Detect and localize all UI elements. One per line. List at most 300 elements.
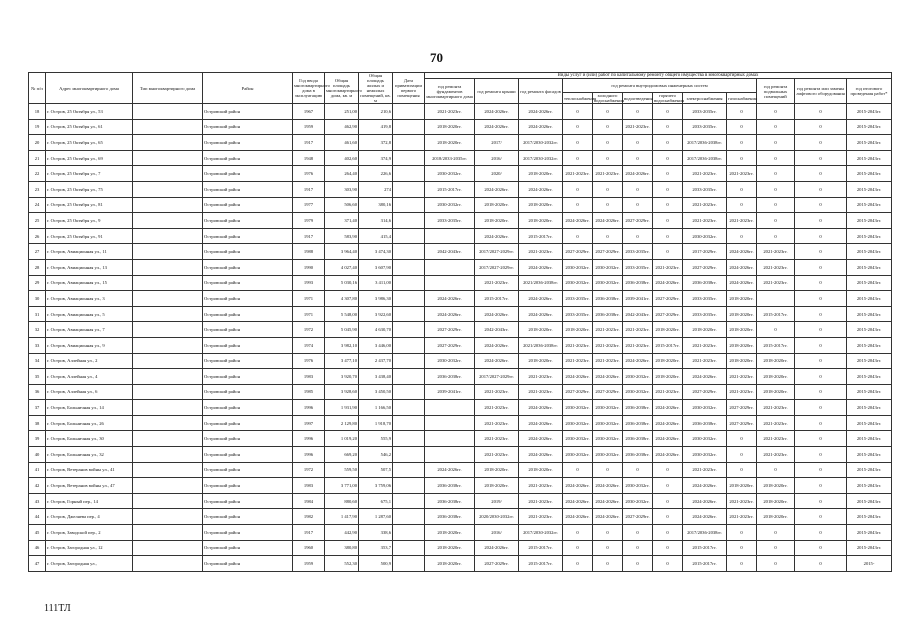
area-living-cell: 546,2 — [359, 447, 393, 463]
address-cell: г. Остров, Авиационная ул., 15 — [46, 275, 133, 291]
table-row — [29, 213, 892, 229]
address-cell: г. Остров, 25 Октября ул., 91 — [46, 228, 133, 244]
address-cell: г. Остров, Загородная ул., — [46, 556, 133, 572]
final-cell: 2015- — [847, 556, 892, 572]
lift-cell: 0 — [795, 369, 847, 385]
area-total-cell: 4 027,40 — [325, 259, 359, 275]
gas-cell: 2021-2023гг. — [727, 369, 757, 385]
electric-cell: 2017/2036-2038гг. — [683, 525, 727, 541]
district-cell: Островский район — [203, 369, 293, 385]
area-total-cell: 552,30 — [325, 556, 359, 572]
foundation-cell — [425, 447, 475, 463]
facade-cell: 2021-2023гг. — [519, 509, 563, 525]
heat-cell: 0 — [563, 104, 593, 120]
basement-cell: 2018-2020гг. — [757, 493, 795, 509]
area-total-cell: 5 548,00 — [325, 306, 359, 322]
area-total-cell: 3 920,70 — [325, 369, 359, 385]
year-cell: 1983 — [293, 369, 325, 385]
sewer-cell: 0 — [623, 104, 653, 120]
electric-cell: 2017-2029гг. — [683, 244, 727, 260]
sewer-cell: 2030-2032гг. — [623, 493, 653, 509]
header-hot: горячего водоснабжения — [654, 93, 684, 103]
area-total-cell: 3 982,10 — [325, 337, 359, 353]
cold-cell: 2027-2029гг. — [593, 244, 623, 260]
heat-cell: 2021-2023гг. — [563, 353, 593, 369]
row-number: 40 — [29, 447, 46, 463]
hot-cell: 2027-2029гг. — [653, 306, 683, 322]
sewer-cell: 2021-2023гг. — [623, 119, 653, 135]
roof-cell: 2024-2026гг. — [475, 540, 519, 556]
basement-cell: 2021-2023гг. — [757, 431, 795, 447]
sewer-cell: 2033-2035гг. — [623, 244, 653, 260]
hot-cell: 2024-2026гг. — [653, 400, 683, 416]
foundation-cell: 2021-2023гг. — [425, 104, 475, 120]
type-cell — [133, 369, 203, 385]
address-cell: г. Остров, 25 Октября ул., 75 — [46, 181, 133, 197]
area-total-cell: 3 477,10 — [325, 353, 359, 369]
final-cell: 2015-2043гг. — [847, 291, 892, 307]
basement-cell: 0 — [757, 119, 795, 135]
final-cell: 2015-2043гг. — [847, 104, 892, 120]
privatization-cell — [393, 228, 425, 244]
final-cell: 2015-2043гг. — [847, 415, 892, 431]
cold-cell: 2021-2023гг. — [593, 322, 623, 338]
area-living-cell: 3 450,50 — [359, 384, 393, 400]
final-cell: 2015-2043гг. — [847, 322, 892, 338]
final-cell: 2015-2043гг. — [847, 244, 892, 260]
electric-cell: 2021-2023гг. — [683, 166, 727, 182]
header-final: год итогового проведения работ* — [847, 79, 892, 104]
district-cell: Островский район — [203, 400, 293, 416]
type-cell — [133, 431, 203, 447]
roof-cell: 2017/2027-2029гг. — [475, 369, 519, 385]
heat-cell: 2030-2032гг. — [563, 447, 593, 463]
area-total-cell: 5 030,16 — [325, 275, 359, 291]
lift-cell: 0 — [795, 166, 847, 182]
row-number: 25 — [29, 213, 46, 229]
hot-cell: 0 — [653, 197, 683, 213]
heat-cell: 2030-2032гг. — [563, 431, 593, 447]
area-total-cell: 461,60 — [325, 135, 359, 151]
lift-cell: 0 — [795, 337, 847, 353]
sewer-cell: 2036-2038гг. — [623, 447, 653, 463]
area-total-cell: 442,90 — [325, 525, 359, 541]
cold-cell: 2030-2032гг. — [593, 275, 623, 291]
area-living-cell: 1 918,70 — [359, 415, 393, 431]
type-cell — [133, 353, 203, 369]
header-type: Тип многоквартирного дома — [133, 73, 203, 104]
final-cell: 2015-2043гг. — [847, 275, 892, 291]
district-cell: Островский район — [203, 228, 293, 244]
facade-cell: 2024-2026гг. — [519, 259, 563, 275]
gas-cell: 2024-2026гг. — [727, 259, 757, 275]
table-row — [29, 556, 892, 572]
facade-cell: 2024-2026гг. — [519, 447, 563, 463]
address-cell: г. Остров, Больничная ул., 26 — [46, 415, 133, 431]
roof-cell: 2020/2030-2032гг. — [475, 509, 519, 525]
type-cell — [133, 415, 203, 431]
header-heat: теплоснабжения — [563, 93, 593, 104]
area-living-cell: 2 437,70 — [359, 353, 393, 369]
table-row — [29, 509, 892, 525]
facade-cell: 2024-2026гг. — [519, 415, 563, 431]
lift-cell: 0 — [795, 353, 847, 369]
year-cell: 1982 — [293, 509, 325, 525]
roof-cell: 2021-2023гг. — [475, 447, 519, 463]
heat-cell: 2018-2020гг. — [563, 322, 593, 338]
basement-cell: 2015-2017гг. — [757, 337, 795, 353]
hot-cell: 0 — [653, 509, 683, 525]
facade-cell: 2017/2030-2032гг. — [519, 525, 563, 541]
electric-cell: 2021-2023гг. — [683, 197, 727, 213]
row-number: 32 — [29, 322, 46, 338]
header-gas: газоснабжения — [727, 93, 757, 104]
area-living-cell: 675,1 — [359, 493, 393, 509]
sewer-cell: 2036-2038гг. — [623, 415, 653, 431]
basement-cell: 2018-2020гг. — [757, 353, 795, 369]
repair-schedule-table — [28, 72, 892, 572]
foundation-cell: 2036-2038гг. — [425, 369, 475, 385]
privatization-cell — [393, 462, 425, 478]
row-number: 26 — [29, 228, 46, 244]
foundation-cell — [425, 400, 475, 416]
heat-cell: 0 — [563, 556, 593, 572]
basement-cell: 2021-2023гг. — [757, 447, 795, 463]
year-cell: 1971 — [293, 306, 325, 322]
lift-cell: 0 — [795, 259, 847, 275]
sewer-cell: 0 — [623, 228, 653, 244]
gas-cell: 2027-2029гг. — [727, 400, 757, 416]
hot-cell: 0 — [653, 104, 683, 120]
area-total-cell: 4 307,80 — [325, 291, 359, 307]
gas-cell: 2018-2020гг. — [727, 322, 757, 338]
address-cell: г. Остров, Аллейная ул., 4 — [46, 369, 133, 385]
year-cell: 1985 — [293, 384, 325, 400]
privatization-cell — [393, 415, 425, 431]
district-cell: Островский район — [203, 104, 293, 120]
header-electric: электроснабжения — [683, 93, 727, 104]
cold-cell: 0 — [593, 228, 623, 244]
heat-cell: 2030-2032гг. — [563, 275, 593, 291]
sewer-cell: 2036-2038гг. — [623, 431, 653, 447]
sewer-cell: 2030-2032гг. — [623, 369, 653, 385]
row-number: 41 — [29, 462, 46, 478]
row-number: 23 — [29, 181, 46, 197]
table-row — [29, 150, 892, 166]
final-cell: 2015-2043гг. — [847, 493, 892, 509]
roof-cell: 2021-2023гг. — [475, 415, 519, 431]
heat-cell: 0 — [563, 135, 593, 151]
table-row — [29, 400, 892, 416]
hot-cell: 0 — [653, 119, 683, 135]
privatization-cell — [393, 337, 425, 353]
area-living-cell: 314,6 — [359, 213, 393, 229]
area-living-cell: 3 411,00 — [359, 275, 393, 291]
final-cell: 2015-2043гг. — [847, 135, 892, 151]
district-cell: Островский район — [203, 447, 293, 463]
type-cell — [133, 509, 203, 525]
gas-cell: 0 — [727, 104, 757, 120]
header-area-total: Общая площадь многоквартирного дома, кв. м — [325, 73, 359, 104]
privatization-cell — [393, 291, 425, 307]
sewer-cell: 2042-2043гг. — [623, 306, 653, 322]
facade-cell: 2015-2017гг. — [519, 556, 563, 572]
page-number: 70 — [430, 50, 443, 65]
foundation-cell: 2033-2035гг. — [425, 213, 475, 229]
cold-cell: 0 — [593, 104, 623, 120]
heat-cell: 2027-2029гг. — [563, 244, 593, 260]
row-number: 34 — [29, 353, 46, 369]
foundation-cell: 2024-2026гг. — [425, 462, 475, 478]
electric-cell: 2024-2026гг. — [683, 509, 727, 525]
facade-cell: 2017/2030-2032гг. — [519, 135, 563, 151]
gas-cell: 0 — [727, 150, 757, 166]
cold-cell: 0 — [593, 525, 623, 541]
year-cell: 1996 — [293, 447, 325, 463]
area-living-cell: 3 986,30 — [359, 291, 393, 307]
type-cell — [133, 322, 203, 338]
privatization-cell — [393, 150, 425, 166]
electric-cell: 2017/2036-2038гг. — [683, 135, 727, 151]
heat-cell: 2030-2032гг. — [563, 400, 593, 416]
sewer-cell: 0 — [623, 150, 653, 166]
cold-cell: 0 — [593, 135, 623, 151]
district-cell: Островский район — [203, 197, 293, 213]
lift-cell: 0 — [795, 400, 847, 416]
privatization-cell — [393, 322, 425, 338]
electric-cell: 2033-2035гг. — [683, 119, 727, 135]
electric-cell: 2033-2035гг. — [683, 306, 727, 322]
lift-cell: 0 — [795, 509, 847, 525]
privatization-cell — [393, 509, 425, 525]
heat-cell: 2024-2026гг. — [563, 213, 593, 229]
type-cell — [133, 540, 203, 556]
electric-cell: 2024-2026гг. — [683, 369, 727, 385]
area-living-cell: 3 438,40 — [359, 369, 393, 385]
area-living-cell: 507,5 — [359, 462, 393, 478]
row-number: 19 — [29, 119, 46, 135]
roof-cell: 2017/2027-2029гг. — [475, 244, 519, 260]
header-roof: год ремонта крыши — [475, 79, 519, 104]
privatization-cell — [393, 493, 425, 509]
privatization-cell — [393, 431, 425, 447]
row-number: 47 — [29, 556, 46, 572]
lift-cell: 0 — [795, 525, 847, 541]
facade-cell: 2024-2026гг. — [519, 306, 563, 322]
table-row — [29, 540, 892, 556]
gas-cell: 2021-2023гг. — [727, 384, 757, 400]
privatization-cell — [393, 556, 425, 572]
year-cell: 1974 — [293, 337, 325, 353]
foundation-cell: 2015-2017гг. — [425, 181, 475, 197]
year-cell: 1917 — [293, 525, 325, 541]
foundation-cell: 2018-2020гг. — [425, 540, 475, 556]
basement-cell: 2021-2023гг. — [757, 259, 795, 275]
roof-cell: 2018-2020гг. — [475, 462, 519, 478]
hot-cell: 0 — [653, 244, 683, 260]
table-row — [29, 384, 892, 400]
electric-cell: 2027-2029гг. — [683, 259, 727, 275]
area-living-cell: 3 446,00 — [359, 337, 393, 353]
type-cell — [133, 291, 203, 307]
electric-cell: 2036-2038гг. — [683, 275, 727, 291]
address-cell: г. Остров, 25 Октября ул., 7 — [46, 166, 133, 182]
lift-cell: 0 — [795, 197, 847, 213]
sewer-cell: 2033-2035гг. — [623, 259, 653, 275]
electric-cell: 2015-2017гг. — [683, 556, 727, 572]
cold-cell: 0 — [593, 540, 623, 556]
row-number: 46 — [29, 540, 46, 556]
table-row — [29, 322, 892, 338]
lift-cell: 0 — [795, 244, 847, 260]
area-living-cell: 500,9 — [359, 556, 393, 572]
final-cell: 2015-2043гг. — [847, 353, 892, 369]
address-cell: г. Остров, Аллейная ул., 6 — [46, 384, 133, 400]
roof-cell: 2016/ — [475, 150, 519, 166]
hot-cell: 0 — [653, 166, 683, 182]
roof-cell: 2021-2023гг. — [475, 400, 519, 416]
table-row — [29, 478, 892, 494]
address-cell: г. Остров, 25 Октября ул., 81 — [46, 197, 133, 213]
final-cell: 2015-2043гг. — [847, 509, 892, 525]
type-cell — [133, 135, 203, 151]
header-year: Год ввода многоквартирного дома в эксплуатацию — [293, 73, 325, 104]
roof-cell: 2024-2026гг. — [475, 181, 519, 197]
type-cell — [133, 462, 203, 478]
type-cell — [133, 478, 203, 494]
facade-cell: 2018-2020гг. — [519, 322, 563, 338]
lift-cell: 0 — [795, 431, 847, 447]
sewer-cell: 2030-2032гг. — [623, 478, 653, 494]
address-cell: г. Остров, Авиационная ул., 5 — [46, 306, 133, 322]
gas-cell: 2021-2023гг. — [727, 213, 757, 229]
year-cell: 1917 — [293, 228, 325, 244]
type-cell — [133, 150, 203, 166]
row-number: 31 — [29, 306, 46, 322]
gas-cell: 0 — [727, 540, 757, 556]
area-living-cell: 1 166,50 — [359, 400, 393, 416]
basement-cell: 0 — [757, 525, 795, 541]
sewer-cell: 0 — [623, 556, 653, 572]
lift-cell: 0 — [795, 135, 847, 151]
year-cell: 1917 — [293, 181, 325, 197]
privatization-cell — [393, 525, 425, 541]
basement-cell: 0 — [757, 197, 795, 213]
gas-cell: 2018-2020гг. — [727, 291, 757, 307]
area-total-cell: 402,60 — [325, 150, 359, 166]
year-cell: 1993 — [293, 275, 325, 291]
final-cell: 2015-2043гг. — [847, 197, 892, 213]
lift-cell: 0 — [795, 150, 847, 166]
heat-cell: 2021-2023гг. — [563, 337, 593, 353]
table-row — [29, 306, 892, 322]
type-cell — [133, 337, 203, 353]
type-cell — [133, 197, 203, 213]
basement-cell: 2021-2023гг. — [757, 400, 795, 416]
district-cell: Островский район — [203, 322, 293, 338]
roof-cell: 2024-2026гг. — [475, 104, 519, 120]
cold-cell: 2024-2026гг. — [593, 213, 623, 229]
facade-cell: 2021/2036-2038гг. — [519, 275, 563, 291]
row-number: 43 — [29, 493, 46, 509]
privatization-cell — [393, 400, 425, 416]
district-cell: Островский район — [203, 478, 293, 494]
roof-cell: 2017/2027-2029гг. — [475, 259, 519, 275]
electric-cell: 2033-2035гг. — [683, 291, 727, 307]
roof-cell: 2024-2026гг. — [475, 353, 519, 369]
area-total-cell: 3 771,00 — [325, 478, 359, 494]
roof-cell: 2042-2043гг. — [475, 322, 519, 338]
type-cell — [133, 244, 203, 260]
facade-cell: 2018-2020гг. — [519, 462, 563, 478]
address-cell: г. Остров, Авиационная ул., 7 — [46, 322, 133, 338]
basement-cell: 0 — [757, 540, 795, 556]
foundation-cell: 2042-2043гг. — [425, 244, 475, 260]
area-living-cell: 555,9 — [359, 431, 393, 447]
facade-cell: 2024-2026гг. — [519, 181, 563, 197]
header-address: Адрес многоквартирного дома — [46, 73, 133, 104]
heat-cell: 2024-2026гг. — [563, 478, 593, 494]
type-cell — [133, 259, 203, 275]
address-cell: г. Остров, Авиационная ул., 13 — [46, 259, 133, 275]
hot-cell: 2027-2029гг. — [653, 291, 683, 307]
basement-cell: 2021-2023гг. — [757, 275, 795, 291]
header-group-main: Виды услуг и (или) работ по капитальному ремонту общего имущества в многоквартирных домах — [425, 73, 892, 79]
row-number: 28 — [29, 259, 46, 275]
facade-cell: 2021-2023гг. — [519, 369, 563, 385]
table-row — [29, 181, 892, 197]
year-cell: 1976 — [293, 353, 325, 369]
foundation-cell: 2018-2020гг. — [425, 119, 475, 135]
hot-cell: 0 — [653, 150, 683, 166]
foundation-cell: 2018-2020гг. — [425, 556, 475, 572]
address-cell: г. Остров, Больничная ул., 30 — [46, 431, 133, 447]
basement-cell: 0 — [757, 322, 795, 338]
lift-cell: 0 — [795, 493, 847, 509]
address-cell: г. Остров, 25 Октября ул., 69 — [46, 150, 133, 166]
district-cell: Островский район — [203, 415, 293, 431]
basement-cell: 0 — [757, 213, 795, 229]
final-cell: 2015-2043гг. — [847, 166, 892, 182]
table-row — [29, 493, 892, 509]
year-cell: 1959 — [293, 556, 325, 572]
electric-cell: 2030-2032гг. — [683, 431, 727, 447]
privatization-cell — [393, 478, 425, 494]
lift-cell: 0 — [795, 213, 847, 229]
lift-cell: 0 — [795, 181, 847, 197]
cold-cell: 2024-2026гг. — [593, 478, 623, 494]
table-row — [29, 166, 892, 182]
hot-cell: 2024-2026гг. — [653, 447, 683, 463]
electric-cell: 2024-2026гг. — [683, 493, 727, 509]
district-cell: Островский район — [203, 431, 293, 447]
year-cell: 1996 — [293, 431, 325, 447]
header-district: Район — [203, 73, 293, 104]
type-cell — [133, 213, 203, 229]
hot-cell: 2021-2023гг. — [653, 259, 683, 275]
cold-cell: 2030-2032гг. — [593, 259, 623, 275]
final-cell: 2015-2043гг. — [847, 228, 892, 244]
sewer-cell: 2027-2029гг. — [623, 213, 653, 229]
gas-cell: 2018-2020гг. — [727, 337, 757, 353]
table-row — [29, 197, 892, 213]
facade-cell: 2024-2026гг. — [519, 291, 563, 307]
basement-cell: 2021-2023гг. — [757, 244, 795, 260]
header-no: № п/п — [29, 73, 46, 104]
year-cell: 1979 — [293, 213, 325, 229]
area-living-cell: 274 — [359, 181, 393, 197]
area-living-cell: 3 474,30 — [359, 244, 393, 260]
